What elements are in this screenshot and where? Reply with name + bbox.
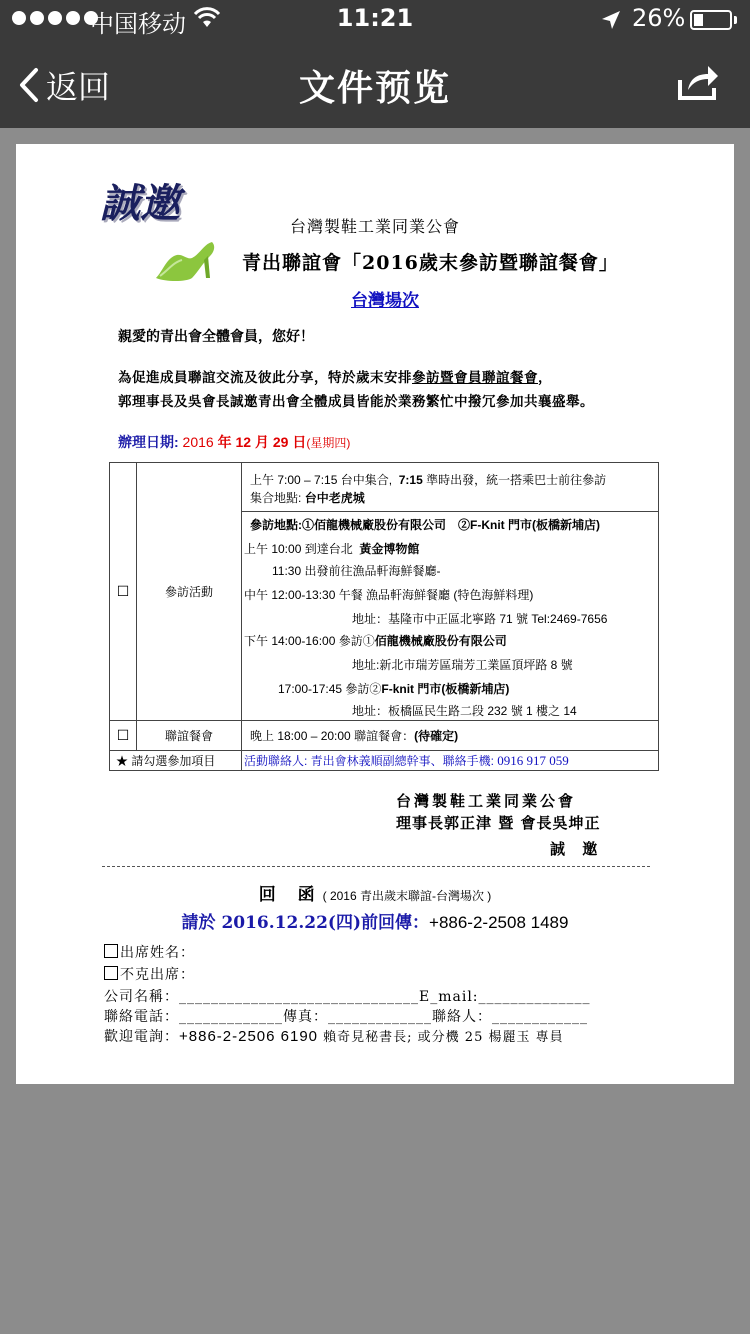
visit-details-cell: 參訪地點:①佰龍機械廠股份有限公司 ②F-Knit 門市(板橋新埔店) 上午 10:00 到達台北 黃金博物館 11:30 出發前往漁品軒海鮮餐廳- 中午 12:00-13:30 午餐 漁品軒海鮮餐廳 (特色海鮮料理) 地址：基隆市中正區北寧路 71 號 Tel:2469-7656 下午 14:00-16:00 參訪①佰龍機械廠股份有限公司 地址:新北市瑞芳區瑞芳工業區頂坪路 8 號 17:00-17:45 參訪②F-knit 門市(板橋新埔店) 地址：板橋區民生路二段 232 號 1 樓之 14: [242, 512, 659, 721]
dinner-checkbox[interactable]: ☐: [110, 721, 137, 751]
battery-icon: [690, 10, 732, 30]
share-icon[interactable]: [676, 62, 720, 106]
absent-checkbox[interactable]: [104, 966, 118, 980]
event-title: 青出聯誼會「2016歲末參訪暨聯誼餐會」: [242, 252, 619, 274]
invitation-paragraph-1: 為促進成員聯誼交流及彼此分享，特於歲末安排參訪暨會員聯誼餐會，: [118, 370, 552, 386]
status-bar: [0, 0, 750, 40]
attend-field[interactable]: 出席姓名：: [104, 942, 195, 962]
visit-label: 參訪活動: [137, 463, 242, 721]
signature-invite: 誠 邀: [550, 840, 604, 858]
document-page[interactable]: [16, 144, 734, 1084]
company-email-field[interactable]: 公司名稱：______________________________E_mail:______________: [104, 989, 591, 1005]
event-date: 辦理日期: 2016 年 12 月 29 日(星期四): [118, 434, 351, 450]
carrier-name: 中国移动: [90, 10, 186, 38]
assembly-cell: 上午 7:00 – 7:15 台中集合, 7:15 準時出發，統一搭乘巴士前往參訪 集合地點: 台中老虎城: [242, 463, 659, 512]
venue-link[interactable]: 台灣場次: [351, 291, 419, 311]
signature-names: 理事長郭正津 暨 會長吳坤正: [396, 814, 601, 832]
contact-cell: 活動聯絡人: 青出會林義順副總幹事、聯絡手機: 0916 917 059: [242, 751, 659, 771]
greeting: 親愛的青出會全體會員，您好！: [118, 329, 314, 345]
battery-tip: [734, 16, 737, 24]
reply-deadline: 請於 2016.12.22(四)前回傳：+886-2-2508 1489: [181, 913, 569, 933]
battery-percent: 26%: [632, 4, 686, 32]
absent-field[interactable]: 不克出席：: [104, 964, 195, 984]
signature-organization: 台灣製鞋工業同業公會: [396, 792, 577, 810]
selection-note: ★ 請勾選參加項目: [110, 751, 242, 771]
reply-form-title: 回 函( 2016 青出歲末聯誼-台灣場次 ): [258, 885, 492, 905]
association-name: 台灣製鞋工業同業公會: [289, 217, 460, 236]
invitation-paragraph-2: 郭理事長及吳會長誠邀青出會全體成員皆能於業務繁忙中撥冗參加共襄盛舉。: [118, 394, 594, 410]
back-label: 返回: [46, 68, 111, 106]
clock: 11:21: [336, 4, 414, 32]
location-arrow-icon: [600, 8, 622, 38]
page-title: 文件预览: [298, 68, 451, 109]
phone-fax-contact-field[interactable]: 聯絡電話：_____________傳真：_____________聯絡人：____________: [104, 1009, 588, 1025]
shoe-icon: [152, 238, 218, 288]
dinner-label: 聯誼餐會: [137, 721, 242, 751]
inquiry-info: 歡迎電詢：+886-2-2506 6190 賴奇見秘書長; 或分機 25 楊麗玉 專員: [104, 1028, 564, 1045]
visit-checkbox[interactable]: ☐: [110, 463, 137, 721]
schedule-table: [109, 462, 659, 771]
invite-title: 誠邀: [100, 180, 180, 227]
cut-line: [102, 866, 650, 867]
attend-checkbox[interactable]: [104, 944, 118, 958]
nav-bar: [0, 40, 750, 128]
dinner-details-cell: 晚上 18:00 – 20:00 聯誼餐會：(待確定): [242, 721, 659, 751]
